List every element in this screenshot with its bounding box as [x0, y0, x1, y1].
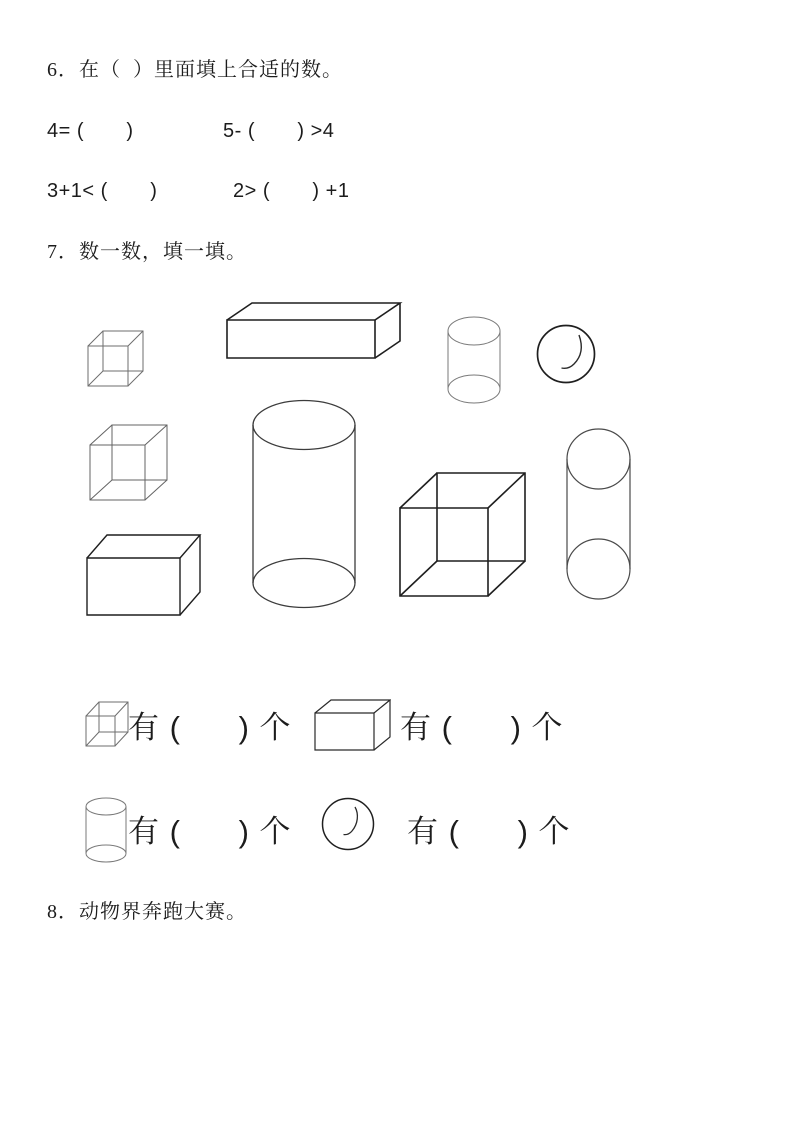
- sphere-shape: [538, 326, 595, 383]
- cube-small-shape: [88, 331, 143, 386]
- cylinder-medium-shape: [567, 429, 630, 599]
- cuboid-icon: [314, 699, 391, 751]
- cylinder-large-shape: [253, 401, 355, 608]
- cylinder-small-shape: [448, 317, 500, 403]
- q6-equation-2-left: 3+1< ( ): [47, 180, 158, 202]
- cuboid-large-shape: [227, 303, 400, 358]
- cube-large-shape: [400, 473, 525, 596]
- question-8-heading: 8．动物界奔跑大赛。: [47, 901, 247, 923]
- count-cuboid-label: 有 ( ) 个: [400, 710, 564, 745]
- count-cube-label: 有 ( ) 个: [128, 710, 292, 745]
- question-6-heading: 6．在（ ）里面填上合适的数。: [47, 59, 343, 81]
- q6-equation-1-left: 4= ( ): [47, 120, 134, 142]
- cube-medium-shape: [90, 425, 167, 500]
- count-cylinder-label: 有 ( ) 个: [128, 814, 292, 849]
- cuboid-medium-shape: [87, 535, 200, 615]
- sphere-icon: [321, 795, 375, 853]
- shapes-figure: [0, 290, 793, 630]
- question-7-heading: 7．数一数，填一填。: [47, 241, 247, 263]
- cylinder-icon: [85, 797, 127, 863]
- count-sphere-label: 有 ( ) 个: [407, 814, 571, 849]
- q6-equation-2-right: 2> ( ) +1: [233, 180, 350, 202]
- cube-icon: [85, 700, 129, 752]
- q6-equation-1-right: 5- ( ) >4: [223, 120, 335, 142]
